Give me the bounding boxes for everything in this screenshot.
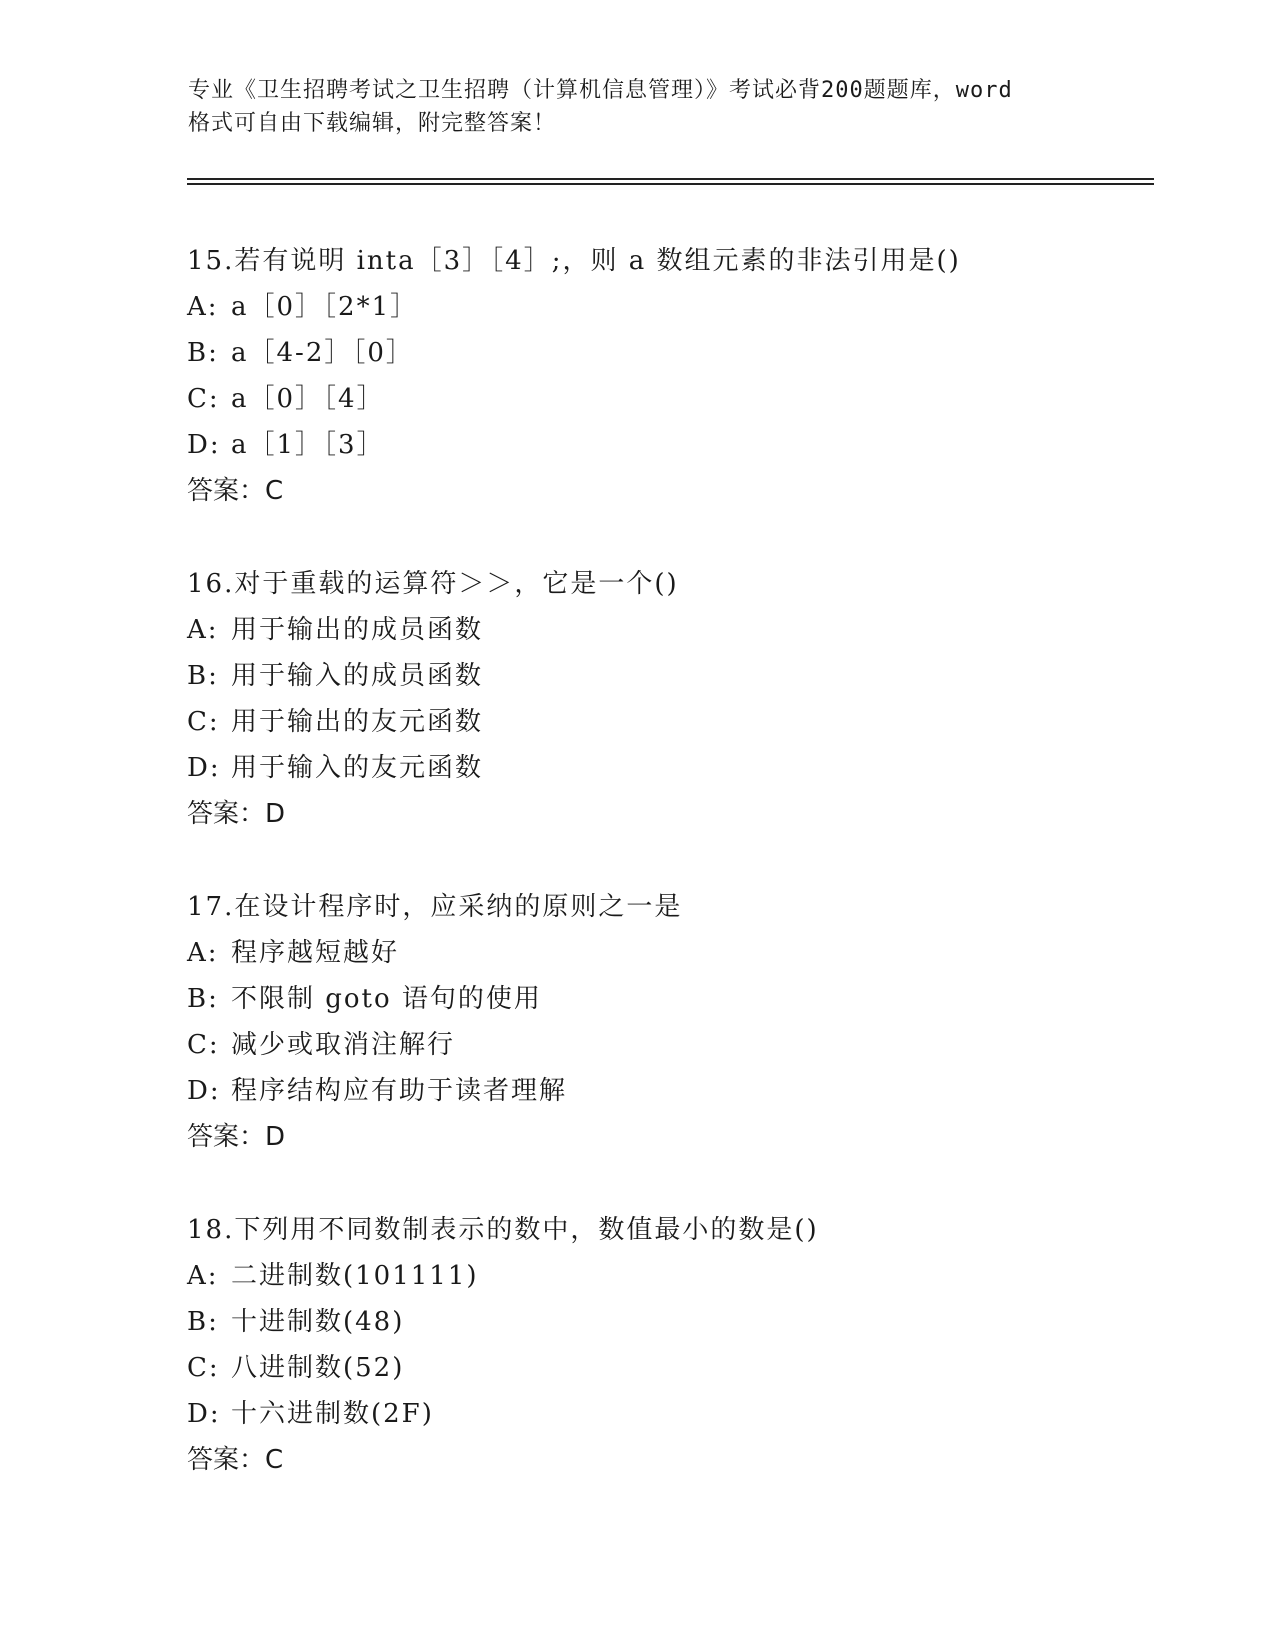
option-letter: A: [187,938,219,968]
option-c [187,376,1147,422]
answer-line: 答案：D [187,1122,286,1152]
question-stem: 15.若有说明 inta［3］［4］;，则 a 数组元素的非法引用是() [187,246,961,276]
option-text: 八进制数(52) [231,1353,405,1383]
header-line-1: 专业《卫生招聘考试之卫生招聘（计算机信息管理）》考试必背200题题库，word [188,78,1013,103]
option-letter: A: [187,615,219,645]
option-letter: A: [187,292,219,322]
option-text: a［1］［3］ [231,430,385,460]
question-list [187,238,1147,1530]
option-text: 十六进制数(2F) [231,1399,434,1429]
header-line-2: 格式可自由下载编辑，附完整答案！ [188,111,557,136]
answer-line: 答案：C [187,1445,284,1475]
option-letter: B: [187,1307,219,1337]
option-text: 用于输入的成员函数 [231,661,484,691]
option-text: a［0］［4］ [231,384,385,414]
option-text: 二进制数(101111) [231,1261,479,1291]
option-d [187,745,1147,791]
option-c [187,1345,1147,1391]
option-letter: C: [187,707,220,737]
answer-line: 答案：C [187,476,284,506]
question-16 [187,561,1147,837]
option-b [187,976,1147,1022]
option-text: a［4-2］［0］ [231,338,414,368]
option-letter: B: [187,338,219,368]
document-header [188,74,1088,140]
option-d [187,422,1147,468]
option-c [187,1022,1147,1068]
option-c [187,699,1147,745]
option-letter: B: [187,661,219,691]
option-text: 程序结构应有助于读者理解 [231,1076,568,1106]
option-letter: A: [187,1261,219,1291]
header-divider-top [187,178,1154,180]
option-text: a［0］［2*1］ [231,292,419,322]
option-text: 用于输出的友元函数 [231,707,484,737]
option-text: 程序越短越好 [231,938,400,968]
option-text: 减少或取消注解行 [231,1030,456,1060]
option-b [187,1299,1147,1345]
option-text: 用于输出的成员函数 [231,615,484,645]
header-divider-bottom [187,183,1154,185]
option-text: 十进制数(48) [231,1307,405,1337]
option-a [187,1253,1147,1299]
option-letter: C: [187,384,220,414]
option-b [187,653,1147,699]
option-b [187,330,1147,376]
option-letter: C: [187,1353,220,1383]
option-text: 不限制 goto 语句的使用 [231,984,542,1014]
option-a [187,930,1147,976]
option-d [187,1068,1147,1114]
answer-line: 答案：D [187,799,286,829]
question-15 [187,238,1147,514]
option-letter: B: [187,984,219,1014]
option-text: 用于输入的友元函数 [231,753,484,783]
option-letter: D: [187,753,221,783]
question-stem: 17.在设计程序时，应采纳的原则之一是 [187,892,683,922]
question-18 [187,1207,1147,1483]
option-letter: D: [187,1076,221,1106]
option-letter: C: [187,1030,220,1060]
option-letter: D: [187,1399,221,1429]
option-d [187,1391,1147,1437]
option-letter: D: [187,430,221,460]
option-a [187,607,1147,653]
question-stem: 16.对于重载的运算符＞＞，它是一个() [187,569,679,599]
option-a [187,284,1147,330]
question-17 [187,884,1147,1160]
question-stem: 18.下列用不同数制表示的数中，数值最小的数是() [187,1215,819,1245]
